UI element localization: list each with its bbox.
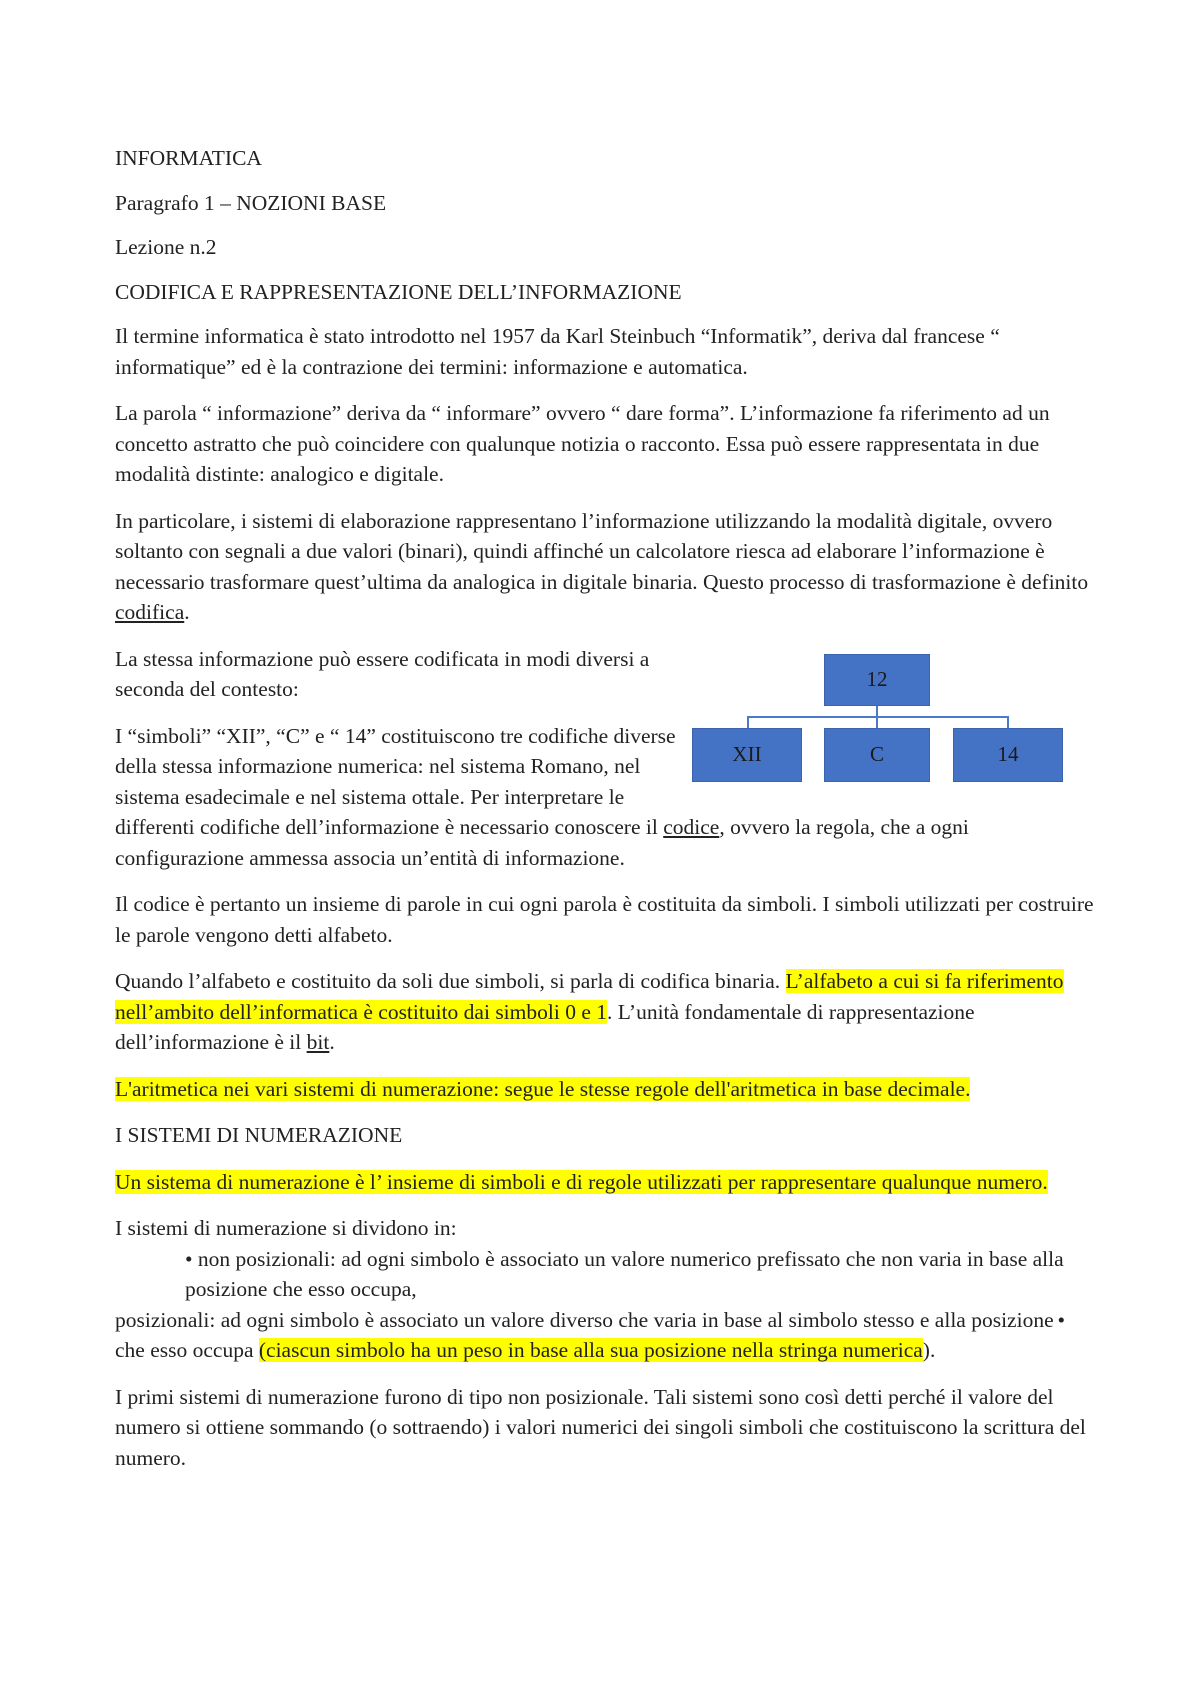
paragraph-binary: Quando l’alfabeto e costituito da soli due simboli, si parla di codifica binaria. L’alfabeto a cui si fa riferimento nell’ambito dell’informatica è costituito dai simboli 0 e 1. L’unità fondamentale di rappresentazione dell’informazione è il bit.: [115, 969, 1064, 1054]
paragraph-context: La stessa informazione può essere codificata in modi diversi a seconda del contesto:: [115, 646, 650, 701]
diagram-connector: [1007, 716, 1009, 728]
highlight-definition: Un sistema di numerazione è l’ insieme di simboli e di regole utilizzati per rappresentare qualunque numero.: [115, 1169, 1048, 1194]
numeration-list: [115, 1213, 1100, 1366]
diagram-connector: [747, 716, 749, 728]
section-heading-numeration: I SISTEMI DI NUMERAZIONE: [115, 1123, 403, 1147]
paragraph-digital: In particolare, i sistemi di elaborazione rappresentano l’informazione utilizzando la modalità digitale, ovvero soltanto con segnali a due valori (binari), quindi affinché un calcolatore riesca ad elaborare l’informazione è necessario trasformare quest’ultima da analogica in digitale binaria. Questo processo di trasformazione è definito codifica.: [115, 508, 1089, 624]
doc-title: INFORMATICA: [115, 146, 262, 170]
lesson-heading: Lezione n.2: [115, 235, 217, 259]
list-intro: I sistemi di numerazione si dividono in:: [115, 1216, 457, 1240]
paragraph-information: La parola “ informazione” deriva da “ informare” ovvero “ dare forma”. L’informazione fa riferimento ad un concetto astratto che può coincidere con qualunque notizia o racconto. Essa può essere rappresentata in due modalità distinte: analogico e digitale.: [115, 401, 1050, 486]
bullet-icon: •: [1057, 1307, 1065, 1332]
paragraph-definition: [115, 1167, 1100, 1198]
term-codice: codice: [663, 815, 720, 839]
list-item-non-positional: • non posizionali: ad ogni simbolo è associato un valore numerico prefissato che non varia in base alla posizione che esso occupa,: [115, 1244, 1100, 1305]
diagram-connector: [876, 716, 878, 728]
encoding-diagram: [692, 654, 1100, 799]
paragraph-first-systems: I primi sistemi di numerazione furono di tipo non posizionale. Tali sistemi sono così detti perché il valore del numero si ottiene sommando (o sottraendo) i valori numerici dei singoli simboli che costituiscono la scrittura del numero.: [115, 1384, 1086, 1470]
paragraph-origin: Il termine informatica è stato introdotto nel 1957 da Karl Steinbuch “Informatik”, deriva dal francese “ informatique” ed è la contrazione dei termini: informazione e automatica.: [115, 324, 1000, 379]
diagram-root-node: 12: [824, 654, 930, 706]
paragraph-code: Il codice è pertanto un insieme di parole in cui ogni parola è costituita da simboli. I simboli utilizzati per costruire le parole vengono detti alfabeto.: [115, 892, 1094, 947]
document-body: [115, 143, 1100, 1489]
term-codifica: codifica: [115, 600, 185, 624]
bullet-icon: •: [185, 1246, 193, 1271]
highlight-arithmetic: L'aritmetica nei vari sistemi di numerazione: segue le stesse regole dell'aritmetica in base decimale.: [115, 1076, 971, 1101]
paragraph-arithmetic: [115, 1074, 1100, 1105]
diagram-child-node: XII: [692, 728, 802, 782]
highlight-alphabet: L’alfabeto a cui si fa riferimento nell’ambito dell’informatica è costituito dai simboli 0 e 1: [115, 969, 1064, 1024]
list-item-positional: • posizionali: ad ogni simbolo è associato un valore diverso che varia in base al simbolo stesso e alla posizione che esso occupa (ciascun simbolo ha un peso in base alla sua posizione nella stringa numerica).: [115, 1305, 1100, 1366]
diagram-child-node: 14: [953, 728, 1063, 782]
diagram-child-node: C: [824, 728, 930, 782]
term-bit: bit: [306, 1030, 330, 1054]
highlight-weight: (ciascun simbolo ha un peso in base alla sua posizione nella stringa numerica: [258, 1338, 923, 1362]
section-heading: CODIFICA E RAPPRESENTAZIONE DELL’INFORMAZIONE: [115, 279, 682, 304]
paragraph-heading: Paragrafo 1 – NOZIONI BASE: [115, 190, 387, 215]
paragraph-symbols: I “simboli” “XII”, “C” e “ 14” costituiscono tre codifiche diverse della stessa informazione numerica: nel sistema Romano, nel sistema esadecimale e nel sistema ottale. Per interpretare le differenti codifiche dell’informazione è necessario conoscere il codice, ovvero la regola, che a ogni configurazione ammessa associa un’entità di informazione.: [115, 723, 969, 870]
